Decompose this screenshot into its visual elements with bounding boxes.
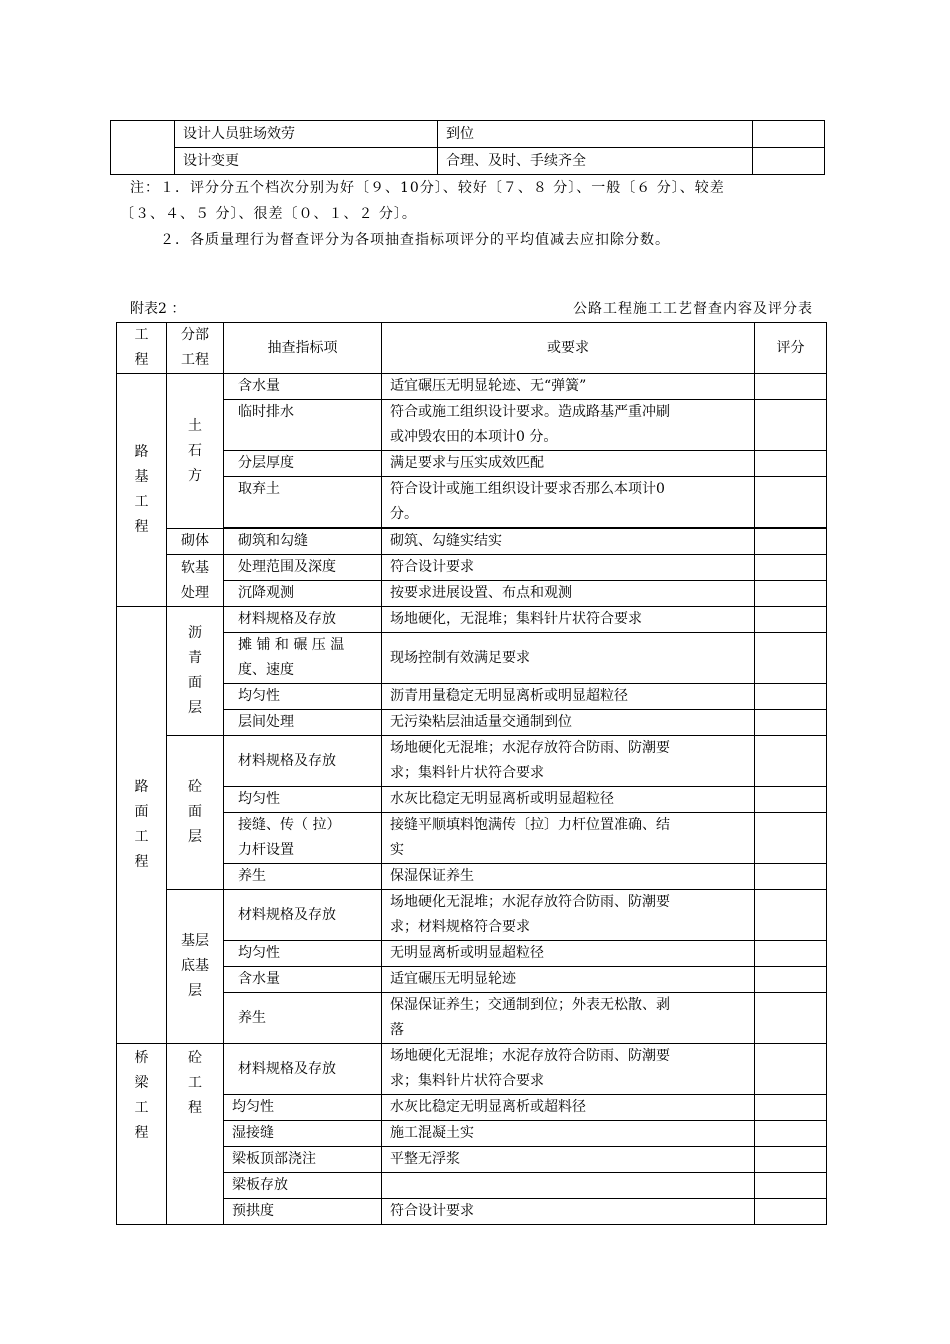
- indicator-cell: 取弃土: [224, 477, 382, 528]
- indicator-cell: 摊 铺 和 碾 压 温 度、速度: [224, 633, 382, 684]
- score-cell[interactable]: [755, 633, 827, 684]
- notes: [120, 175, 860, 253]
- table-row: [117, 993, 827, 1044]
- table-row: [117, 581, 827, 607]
- requirement-cell: 按要求进展设置、布点和观测: [382, 581, 755, 607]
- sub-concrete-surface: 砼 面 层: [167, 736, 224, 890]
- score-cell[interactable]: [755, 400, 827, 451]
- requirement-cell: 保湿保证养生；交通制到位；外表无松散、剥 落: [382, 993, 755, 1044]
- header-row: [117, 323, 827, 374]
- requirement-cell: 符合设计要求: [382, 1199, 755, 1225]
- group-bridge: 桥 梁 工 程: [117, 1044, 167, 1225]
- indicator-cell: 材料规格及存放: [224, 1044, 382, 1095]
- indicator-cell: 含水量: [224, 967, 382, 993]
- sub-bridge-concrete: 砼 工 程: [167, 1044, 224, 1225]
- requirement-cell: 到位: [438, 121, 753, 148]
- header-sub: 分部 工程: [167, 323, 224, 374]
- table-row: [117, 967, 827, 993]
- score-cell[interactable]: [755, 864, 827, 890]
- table-row: [117, 710, 827, 736]
- sub-base-layer: 基层 底基 层: [167, 890, 224, 1044]
- indicator-cell: 处理范围及深度: [224, 555, 382, 581]
- header-score: 评分: [755, 323, 827, 374]
- score-cell[interactable]: [755, 710, 827, 736]
- score-cell[interactable]: [755, 787, 827, 813]
- table-row: [117, 1095, 827, 1121]
- score-cell[interactable]: [755, 1121, 827, 1147]
- score-cell[interactable]: [755, 890, 827, 941]
- table-row: [117, 890, 827, 941]
- score-cell[interactable]: [755, 993, 827, 1044]
- table-row: [111, 121, 825, 148]
- score-cell[interactable]: [755, 555, 827, 581]
- table-row: [117, 813, 827, 864]
- sub-earthwork: 土 石 方: [167, 374, 224, 529]
- appendix-title: 公路工程施工工艺督查内容及评分表: [573, 301, 813, 317]
- header-project: 工 程: [117, 323, 167, 374]
- table-row: [117, 477, 827, 528]
- indicator-cell: 接缝、传（ 拉） 力杆设置: [224, 813, 382, 864]
- indicator-cell: 均匀性: [224, 684, 382, 710]
- indicator-cell: 砌筑和勾缝: [224, 529, 382, 555]
- requirement-cell: 场地硬化无混堆；水泥存放符合防雨、防潮要 求；集料针片状符合要求: [382, 1044, 755, 1095]
- indicator-cell: 含水量: [224, 374, 382, 400]
- table-row: [117, 555, 827, 581]
- requirement-cell: [382, 1173, 755, 1199]
- indicator-cell: 设计人员驻场效劳: [175, 121, 438, 148]
- requirement-cell: 符合或施工组织设计要求。造成路基严重冲刷 或冲毁农田的本项计0 分。: [382, 400, 755, 451]
- score-cell[interactable]: [755, 451, 827, 477]
- table-row: [117, 1147, 827, 1173]
- note-line-3: ２．各质量理行为督查评分为各项抽查指标项评分的平均值减去应扣除分数。: [160, 232, 670, 248]
- group-subgrade: 路 基 工 程: [117, 374, 167, 607]
- score-cell[interactable]: [753, 148, 825, 175]
- table-row: [117, 684, 827, 710]
- indicator-cell: 养生: [224, 864, 382, 890]
- indicator-cell: 材料规格及存放: [224, 607, 382, 633]
- table-row: [117, 1121, 827, 1147]
- note-line-1: 注：１．评分分五个档次分别为好〔９、10分〕、较好〔７、８ 分〕、一般〔６ 分〕、较差: [130, 180, 725, 196]
- requirement-cell: 砌筑、勾缝实结实: [382, 529, 755, 555]
- indicator-cell: 预拱度: [224, 1199, 382, 1225]
- group-pavement: 路 面 工 程: [117, 607, 167, 1044]
- requirement-cell: 符合设计或施工组织设计要求否那么本项计0 分。: [382, 477, 755, 528]
- table-row: [117, 529, 827, 555]
- table-row: [117, 941, 827, 967]
- indicator-cell: 材料规格及存放: [224, 890, 382, 941]
- requirement-cell: 场地硬化，无混堆；集料针片状符合要求: [382, 607, 755, 633]
- score-cell[interactable]: [755, 1147, 827, 1173]
- indicator-cell: 均匀性: [224, 1095, 382, 1121]
- indicator-cell: 分层厚度: [224, 451, 382, 477]
- table-row: [111, 148, 825, 175]
- requirement-cell: 无污染粘层油适量交通制到位: [382, 710, 755, 736]
- indicator-cell: 材料规格及存放: [224, 736, 382, 787]
- requirement-cell: 符合设计要求: [382, 555, 755, 581]
- score-cell[interactable]: [755, 1199, 827, 1225]
- score-cell[interactable]: [755, 941, 827, 967]
- score-cell[interactable]: [755, 1173, 827, 1199]
- sub-asphalt: 沥 青 面 层: [167, 607, 224, 736]
- score-cell[interactable]: [755, 529, 827, 555]
- table-row: [117, 633, 827, 684]
- header-requirement: 或要求: [382, 323, 755, 374]
- requirement-cell: 场地硬化无混堆；水泥存放符合防雨、防潮要 求；材料规格符合要求: [382, 890, 755, 941]
- score-cell[interactable]: [755, 967, 827, 993]
- header-indicator: 抽查指标项: [224, 323, 382, 374]
- indicator-cell: 设计变更: [175, 148, 438, 175]
- requirement-cell: 无明显离析或明显超粒径: [382, 941, 755, 967]
- requirement-cell: 场地硬化无混堆；水泥存放符合防雨、防潮要 求；集料针片状符合要求: [382, 736, 755, 787]
- note-line-2: 〔３、４、５ 分〕、很差〔０、１、２ 分〕。: [120, 206, 417, 222]
- table-row: [117, 400, 827, 451]
- score-cell[interactable]: [755, 374, 827, 400]
- requirement-cell: 接缝平顺填料饱满传〔拉〕力杆位置准确、结 实: [382, 813, 755, 864]
- score-cell[interactable]: [755, 607, 827, 633]
- requirement-cell: 沥青用量稳定无明显离析或明显超粒径: [382, 684, 755, 710]
- indicator-cell: 层间处理: [224, 710, 382, 736]
- score-cell[interactable]: [755, 813, 827, 864]
- indicator-cell: 湿接缝: [224, 1121, 382, 1147]
- requirement-cell: 满足要求与压实成效匹配: [382, 451, 755, 477]
- table-row: [117, 374, 827, 400]
- requirement-cell: 合理、及时、手续齐全: [438, 148, 753, 175]
- score-cell[interactable]: [755, 477, 827, 528]
- table-row: [117, 736, 827, 787]
- requirement-cell: 水灰比稳定无明显离析或明显超粒径: [382, 787, 755, 813]
- table-row: [117, 787, 827, 813]
- indicator-cell: 均匀性: [224, 787, 382, 813]
- empty-cell: [111, 121, 175, 175]
- indicator-cell: 临时排水: [224, 400, 382, 451]
- sub-masonry: 砌体: [167, 529, 224, 555]
- requirement-cell: 适宜碾压无明显轮迹: [382, 967, 755, 993]
- table-row: [117, 864, 827, 890]
- requirement-cell: 平整无浮浆: [382, 1147, 755, 1173]
- table-row: [117, 1199, 827, 1225]
- requirement-cell: 施工混凝土实: [382, 1121, 755, 1147]
- appendix-label: 附表2 ：: [130, 301, 186, 317]
- indicator-cell: 均匀性: [224, 941, 382, 967]
- indicator-cell: 梁板顶部浇注: [224, 1147, 382, 1173]
- indicator-cell: 养生: [224, 993, 382, 1044]
- inspection-table: [116, 322, 827, 1225]
- top-table: [110, 120, 825, 175]
- requirement-cell: 水灰比稳定无明显离析或超料径: [382, 1095, 755, 1121]
- score-cell[interactable]: [755, 581, 827, 607]
- requirement-cell: 现场控制有效满足要求: [382, 633, 755, 684]
- table-row: [117, 607, 827, 633]
- indicator-cell: 梁板存放: [224, 1173, 382, 1199]
- requirement-cell: 保湿保证养生: [382, 864, 755, 890]
- table-row: [117, 1173, 827, 1199]
- score-cell[interactable]: [753, 121, 825, 148]
- sub-soft-foundation: 软基 处理: [167, 555, 224, 607]
- table-row: [117, 451, 827, 477]
- score-cell[interactable]: [755, 736, 827, 787]
- score-cell[interactable]: [755, 1044, 827, 1095]
- requirement-cell: 适宜碾压无明显轮迹、无“弹簧”: [382, 374, 755, 400]
- score-cell[interactable]: [755, 684, 827, 710]
- score-cell[interactable]: [755, 1095, 827, 1121]
- indicator-cell: 沉降观测: [224, 581, 382, 607]
- table-row: [117, 1044, 827, 1095]
